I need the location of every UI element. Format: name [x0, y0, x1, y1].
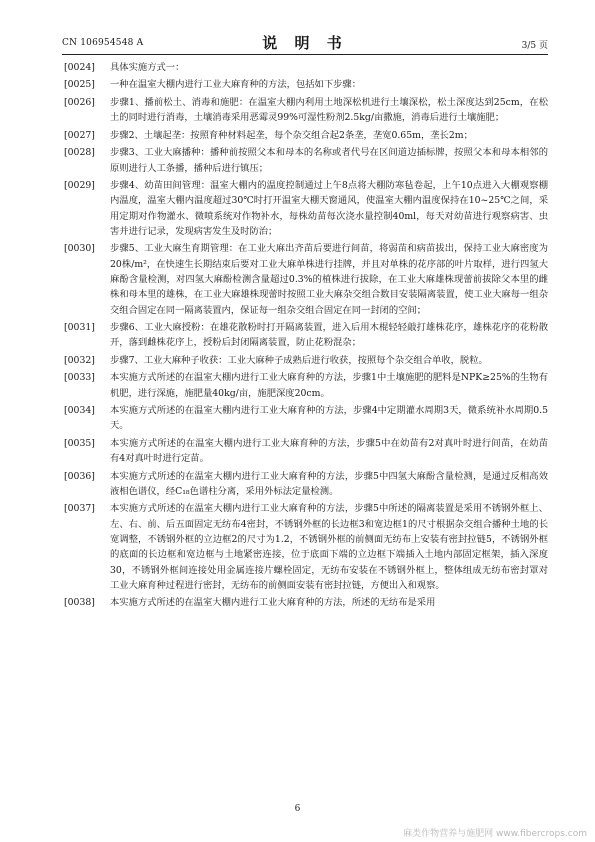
paragraph-text: 步骤5、工业大麻生育期管理：在工业大麻出齐苗后要进行间苗，将弱苗和病苗拔出，保持工业大麻密度为20株/m²，在快速生长期结束后要对工业大麻单株进行挂牌，并且对单株的花序部的叶片取样，进行四氢大麻酚含量检测，对四氢大麻酚检测含量超过0.3%的植株进行拔除，在工业大麻雄株现蕾前拔除父本里的雌株和母本里的雄株，在工业大麻雄株现蕾时按照工业大麻杂交组合数目安装隔离装置，使工业大麻每一组杂交组合固定在同一隔离装置内，保证每一组杂交组合固定在同一封闭的空间； [110, 243, 548, 316]
page-counter: 3/5 页 [521, 41, 548, 51]
paragraph-number: [0033] [64, 372, 95, 384]
paragraph-number: [0034] [64, 405, 95, 417]
paragraph-text: 步骤2、土壤起垄：按照育种材料起垄，每个杂交组合起2条垄，垄宽0.65m，垄长2m； [110, 129, 473, 141]
paragraph-text: 步骤1、播前松土、消毒和施肥：在温室大棚内利用土地深松机进行土壤深松，松土深度达到25cm，在松土的同时进行消毒，土壤消毒采用恶霉灵99%可湿性粉剂2.5kg/亩撒施，消毒后进行土壤施肥； [110, 96, 548, 124]
paragraph-text: 步骤3、工业大麻播种：播种前按照父本和母本的名称或者代号在区间道边插标牌，按照父本和母本相邻的原则进行人工条播，播种后进行镇压； [110, 147, 548, 174]
paragraph [64, 241, 548, 317]
paragraph-number: [0038] [64, 597, 95, 609]
paragraph-text: 步骤7、工业大麻种子收获：工业大麻种子成熟后进行收获，按照每个杂交组合单收，脱粒。 [110, 354, 488, 366]
paragraph [64, 501, 548, 593]
page-header [62, 0, 548, 50]
watermark: 麻类作物营养与施肥网 www.fibercrops.com [403, 829, 587, 839]
paragraph-text: 本实施方式所述的在温室大棚内进行工业大麻育种的方法，步骤5中四氢大麻酚含量检测，是通过反相高效液相色谱仪，经C₁₈色谱柱分离，采用外标法定量检测。 [110, 470, 548, 497]
paragraph-text: 本实施方式所述的在温室大棚内进行工业大麻育种的方法，步骤5中所述的隔离装置是采用不锈钢外框上、左、右、前、后五面固定无纺布4密封，不锈钢外框的长边框3和宽边框1的尺寸根据杂交组合播种土地的长宽调整，不锈钢外框的立边框2的尺寸为1.2，不锈钢外框的前侧面无纺布上安装有密封拉链5，不锈钢外框的底面的长边框和宽边框与土地紧密连接，位于底面下端的立边框下端插入土地内部固定框架，插入深度30，不锈钢外框间连接处用金属连接片螺栓固定，无纺布安装在不锈钢外框上，整体组成无纺布密封罩对工业大麻育种过程进行密封，无纺布的前侧面安装有密封拉链，方便出入和观察。 [110, 503, 548, 591]
paragraph [64, 403, 548, 434]
paragraph-number: [0035] [64, 437, 95, 449]
paragraph [64, 178, 548, 239]
paragraph-number: [0029] [64, 180, 95, 192]
paragraph-text: 本实施方式所述的在温室大棚内进行工业大麻育种的方法，步骤4中定期灌水周期3天，微系统补水周期0.5天。 [110, 405, 548, 432]
paragraph [64, 77, 548, 92]
paragraph [64, 595, 548, 610]
paragraph-number: [0032] [64, 354, 95, 366]
document-title: 说 明 书 [262, 34, 348, 52]
paragraph-number: [0037] [64, 503, 95, 515]
paragraph [64, 60, 548, 75]
paragraph-text: 一种在温室大棚内进行工业大麻育种的方法，包括如下步骤： [110, 79, 362, 91]
paragraph-text: 步骤6、工业大麻授粉：在雄花散粉时打开隔离装置，进入后用木棍轻轻敲打雄株花序，雄株花序的花粉散开，落到雌株花序上，授粉后封闭隔离装置，防止花粉混杂； [110, 322, 548, 349]
paragraph-number: [0024] [64, 62, 95, 73]
paragraph [64, 145, 548, 176]
paragraph-text: 步骤4、幼苗田间管理：温室大棚内的温度控制通过上午8点将大棚防寒毡卷起，上午10点进入大棚观察棚内温度，温室大棚内温度超过30℃时打开温室大棚天窗通风，使温室大棚内温度保持在10~25℃之间，采用定期对作物灌水、微喷系统对作物补水，每株幼苗每次浇水量控制40ml，每天对幼苗进行观察病害、虫害并进行记录，发现病害发生及时防治； [110, 180, 548, 237]
paragraph-number: [0036] [64, 470, 95, 482]
paragraph-text: 本实施方式所述的在温室大棚内进行工业大麻育种的方法，步骤5中在幼苗有2对真叶时进行间苗，在幼苗有4对真叶时进行定苗。 [110, 437, 548, 465]
paragraph [64, 320, 548, 351]
page-number: 6 [294, 804, 301, 814]
paragraph [64, 436, 548, 467]
paragraph-number: [0030] [64, 243, 95, 255]
paragraph [64, 128, 548, 143]
paragraph-number: [0027] [64, 129, 95, 141]
header-divider [62, 54, 548, 55]
paragraph-number: [0025] [64, 79, 95, 91]
paragraph-number: [0026] [64, 96, 95, 108]
paragraph-text: 具体实施方式一： [110, 62, 185, 73]
paragraph-text: 本实施方式所述的在温室大棚内进行工业大麻育种的方法，步骤1中土壤施肥的肥料是NPK≥25%的生物有机肥，进行深施，施肥量40kg/亩，施肥深度20cm。 [110, 372, 548, 399]
paragraph-text: 本实施方式所述的在温室大棚内进行工业大麻育种的方法，所述的无纺布是采用 [110, 597, 436, 609]
paragraph-number: [0028] [64, 147, 95, 159]
paragraph [64, 469, 548, 500]
paragraph-number: [0031] [64, 322, 95, 334]
paragraph [64, 353, 548, 368]
description-body [64, 60, 548, 613]
paragraph [64, 95, 548, 126]
publication-number: CN 106954548 A [62, 38, 144, 48]
paragraph [64, 370, 548, 401]
